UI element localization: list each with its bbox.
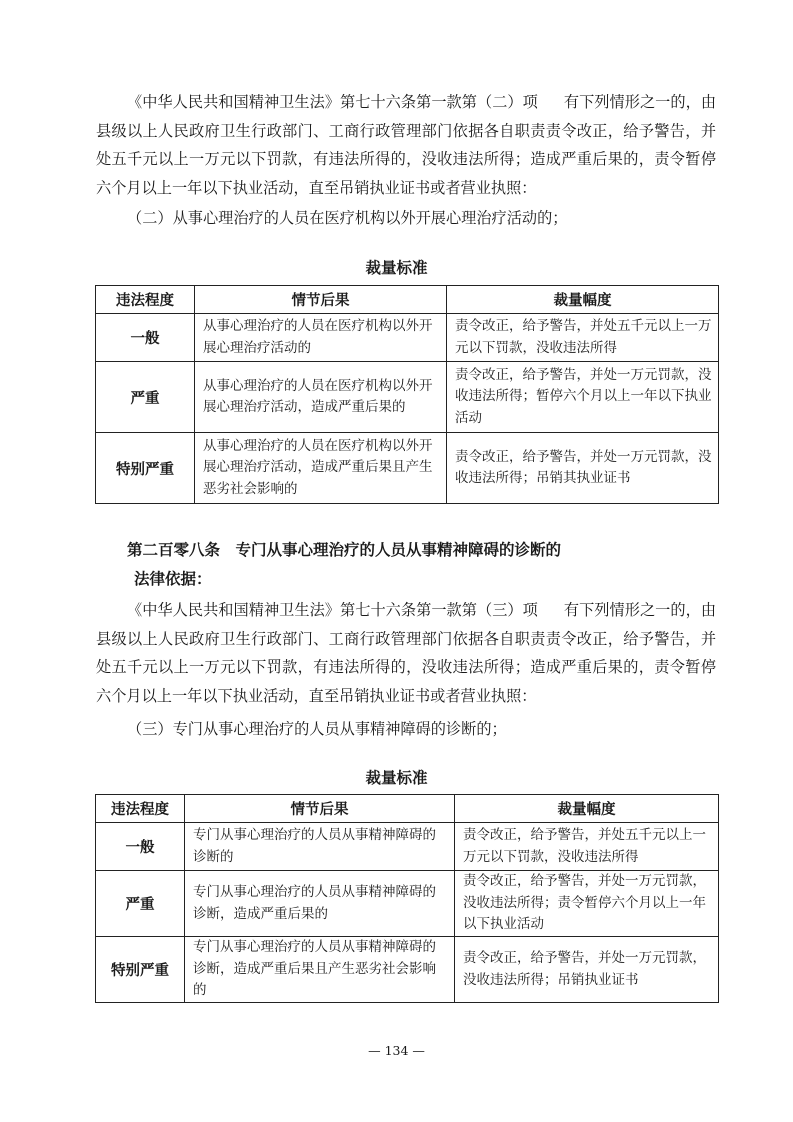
circumstance-cell: 专门从事心理治疗的人员从事精神障碍的诊断，造成严重后果的 <box>185 871 455 937</box>
discretion-cell: 责令改正，给予警告，并处一万元罚款，没收违法所得；吊销执业证书 <box>455 937 719 1003</box>
table-row <box>96 871 719 937</box>
circumstance-cell: 专门从事心理治疗的人员从事精神障碍的诊断，造成严重后果且产生恶劣社会影响的 <box>185 937 455 1003</box>
header-discretion: 裁量幅度 <box>447 286 719 314</box>
header-circumstance: 情节后果 <box>195 286 447 314</box>
discretion-table <box>95 285 719 504</box>
level-cell: 一般 <box>96 823 185 871</box>
table-row <box>96 433 719 504</box>
table-caption: 裁量标准 <box>365 259 428 277</box>
legal-basis-paragraph <box>96 88 716 202</box>
table-header-row <box>96 286 719 314</box>
circumstance-cell: 从事心理治疗的人员在医疗机构以外开展心理治疗活动，造成严重后果且产生恶劣社会影响的 <box>195 433 447 504</box>
circumstance-cell: 专门从事心理治疗的人员从事精神障碍的诊断的 <box>185 823 455 871</box>
circumstance-cell: 从事心理治疗的人员在医疗机构以外开展心理治疗活动的 <box>195 314 447 362</box>
table-row <box>96 314 719 362</box>
discretion-cell: 责令改正，给予警告，并处五千元以上一万元以下罚款，没收违法所得 <box>455 823 719 871</box>
law-item-text: （二）从事心理治疗的人员在医疗机构以外开展心理治疗活动的； <box>127 209 568 227</box>
discretion-table <box>95 794 719 1003</box>
header-level: 违法程度 <box>96 286 195 314</box>
page-number: — 134 — <box>368 1043 425 1058</box>
level-cell: 严重 <box>96 362 195 433</box>
discretion-cell: 责令改正，给予警告，并处五千元以上一万元以下罚款，没收违法所得 <box>447 314 719 362</box>
discretion-cell: 责令改正，给予警告，并处一万元罚款，没收违法所得；责令暂停六个月以上一年以下执业活动 <box>455 871 719 937</box>
legal-basis-label: 法律依据： <box>134 570 212 588</box>
level-cell: 特别严重 <box>96 433 195 504</box>
header-circumstance: 情节后果 <box>185 795 455 823</box>
law-article-text: 有下列情形之一的，由县级以上人民政府卫生行政部门、工商行政管理部门依据各自职责责令改正，给予警告，并处五千元以上一万元以下罚款，有违法所得的，没收违法所得；造成严重后果的，责令暂停六个月以上一年以下执业活动，直至吊销执业证书或者营业执照： <box>96 93 717 197</box>
discretion-cell: 责令改正，给予警告，并处一万元罚款，没收违法所得；暂停六个月以上一年以下执业活动 <box>447 362 719 433</box>
article-heading: 第二百零八条 专门从事心理治疗的人员从事精神障碍的诊断的 <box>127 541 562 559</box>
discretion-cell: 责令改正，给予警告，并处一万元罚款，没收违法所得；吊销其执业证书 <box>447 433 719 504</box>
law-article-reference: 《中华人民共和国精神卫生法》第七十六条第一款第（二）项 <box>127 93 538 111</box>
level-cell: 一般 <box>96 314 195 362</box>
law-item-text: （三）专门从事心理治疗的人员从事精神障碍的诊断的； <box>127 720 507 738</box>
table-row <box>96 823 719 871</box>
table-row <box>96 937 719 1003</box>
circumstance-cell: 从事心理治疗的人员在医疗机构以外开展心理治疗活动，造成严重后果的 <box>195 362 447 433</box>
table-caption: 裁量标准 <box>365 769 428 787</box>
table-row <box>96 362 719 433</box>
legal-basis-paragraph <box>96 596 716 710</box>
level-cell: 特别严重 <box>96 937 185 1003</box>
table-header-row <box>96 795 719 823</box>
level-cell: 严重 <box>96 871 185 937</box>
law-article-reference: 《中华人民共和国精神卫生法》第七十六条第一款第（三）项 <box>127 601 538 619</box>
header-level: 违法程度 <box>96 795 185 823</box>
law-article-text: 有下列情形之一的，由县级以上人民政府卫生行政部门、工商行政管理部门依据各自职责责令改正，给予警告，并处五千元以上一万元以下罚款，有违法所得的，没收违法所得；造成严重后果的，责令暂停六个月以上一年以下执业活动，直至吊销执业证书或者营业执照： <box>96 601 717 705</box>
header-discretion: 裁量幅度 <box>455 795 719 823</box>
